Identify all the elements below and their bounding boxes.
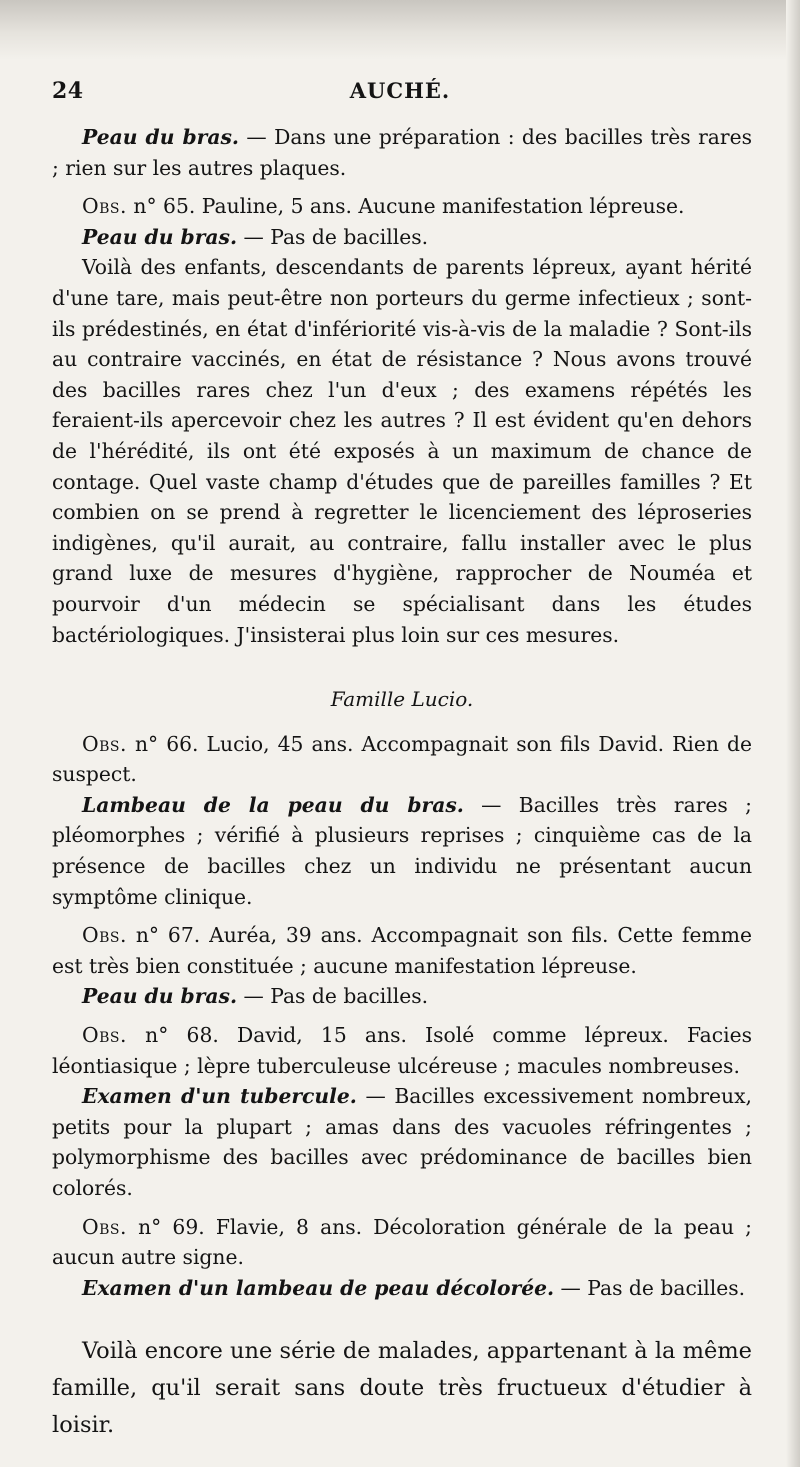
observation-text: Auréa, 39 ans. Accompagnait son fils. Cette femme est très bien constituée ; aucune manifestation lépreuse. xyxy=(52,923,752,978)
page-body xyxy=(52,122,752,1444)
result-label: Peau du bras. xyxy=(82,984,238,1009)
result-paragraph xyxy=(52,122,752,183)
result-label: Examen d'un tubercule. xyxy=(82,1084,357,1109)
observation-prefix: Obs. xyxy=(82,731,127,756)
observation-number: n° 68. xyxy=(145,1023,219,1048)
observation-65 xyxy=(52,191,752,222)
observation-prefix: Obs. xyxy=(82,1214,127,1239)
result-label: Lambeau de la peau du bras. xyxy=(82,792,464,817)
section-heading-famille-lucio: Famille Lucio. xyxy=(330,687,474,712)
observation-number: n° 69. xyxy=(138,1214,205,1239)
observation-67 xyxy=(52,920,752,981)
observation-67-result xyxy=(52,981,752,1012)
page-header xyxy=(0,78,800,114)
observation-prefix: Obs. xyxy=(82,1023,127,1048)
observation-68-result xyxy=(52,1081,752,1203)
observation-69-result xyxy=(52,1273,752,1304)
observation-68 xyxy=(52,1020,752,1081)
observation-prefix: Obs. xyxy=(82,194,127,219)
observation-text: Lucio, 45 ans. Accompagnait son fils David. Rien de suspect. xyxy=(52,731,752,787)
running-title: AUCHÉ. xyxy=(349,78,451,103)
observation-65-result xyxy=(52,222,752,253)
result-label: Examen d'un lambeau de peau décolorée. xyxy=(82,1275,555,1300)
observation-text: David, 15 ans. Isolé comme lépreux. Facies léontiasique ; lèpre tuberculeuse ulcéreuse ; macules nombreuses. xyxy=(52,1023,753,1078)
observation-number: n° 66. xyxy=(135,731,199,756)
closing-paragraph: Voilà encore une série de malades, appartenant à la même famille, qu'il serait sans doute très fructueux d'étudier à loisir. xyxy=(52,1338,752,1439)
observation-66 xyxy=(52,729,752,790)
result-text: — Pas de bacilles. xyxy=(237,224,429,249)
observation-number: n° 67. xyxy=(135,923,201,948)
discussion-paragraph: Voilà des enfants, descendants de parents lépreux, ayant hérité d'une tare, mais peut-être non porteurs du germe infectieux ; sont-ils prédestinés, en état d'infériorité vis-à-vis de la maladie ? Sont-ils au contraire vaccinés, en état de résistance ? Nous avons trouvé des bacilles rares chez l'un d'eux ; des examens répétés les feraient-ils apercevoir chez les autres ? Il est évident qu'en dehors de l'hérédité, ils ont été exposés à un maximum de chance de contage. Quel vaste champ d'études que de pareilles familles ? Et combien on se prend à regretter le licenciement des léproseries indigènes, qu'il aurait, au contraire, fallu installer avec le plus grand luxe de mesures d'hygiène, rapprocher de Nouméa et pourvoir d'un médecin se spécialisant dans les études bactériologiques. J'insisterai plus loin sur ces mesures. xyxy=(52,255,752,647)
result-text: — Pas de bacilles. xyxy=(554,1275,746,1300)
observation-text: Pauline, 5 ans. Aucune manifestation lépreuse. xyxy=(195,194,685,219)
page-number: 24 xyxy=(52,78,84,104)
observation-text: Flavie, 8 ans. Décoloration générale de la peau ; aucun autre signe. xyxy=(52,1214,753,1270)
result-label: Peau du bras. xyxy=(82,125,239,149)
scan-shadow-right xyxy=(786,0,800,1467)
result-text: — Pas de bacilles. xyxy=(237,984,429,1009)
result-text: — Dans une préparation : des bacilles très rares ; rien sur les autres plaques. xyxy=(52,125,753,180)
observation-69 xyxy=(52,1212,752,1273)
result-label: Peau du bras. xyxy=(82,224,238,249)
result-text: — Bacilles excessivement nombreux, petits pour la plupart ; amas dans des vacuoles réfringentes ; polymorphisme des bacilles avec prédominance de bacilles bien colorés. xyxy=(52,1084,753,1200)
observation-number: n° 65. xyxy=(133,194,196,219)
result-text: — Bacilles très rares ; pléomorphes ; vérifié à plusieurs reprises ; cinquième cas de la présence de bacilles chez un individu ne présentant aucun symptôme clinique. xyxy=(52,792,752,909)
observation-66-result xyxy=(52,790,752,912)
observation-prefix: Obs. xyxy=(82,923,127,948)
scan-shadow-top xyxy=(0,0,800,60)
